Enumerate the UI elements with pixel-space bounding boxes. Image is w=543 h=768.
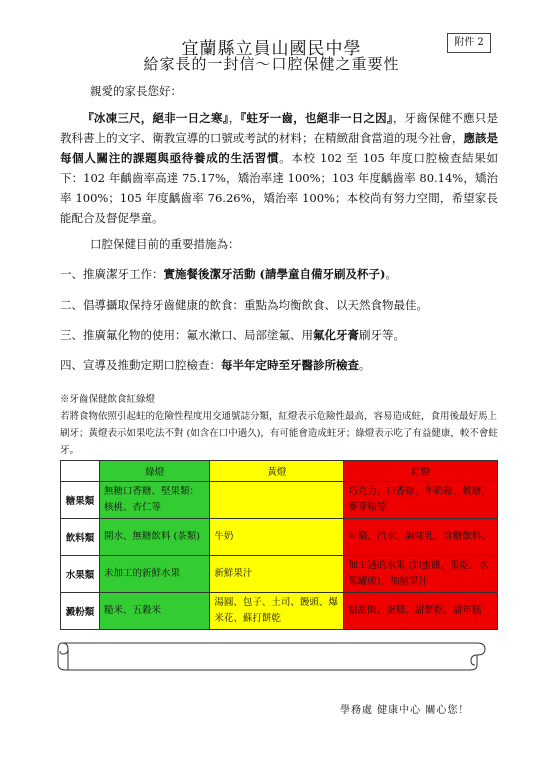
measure-4-suffix: 。 [359,358,371,372]
scroll-banner-graphic [52,637,492,673]
header-red: 紅燈 [344,461,498,482]
measure-item-4 [60,357,371,373]
green-cell: 未加工的新鮮水果 [100,556,210,593]
measure-3-prefix: 三、推廣氟化物的使用：氟水漱口、局部塗氟、用 [60,328,313,342]
measure-item-2 [60,297,428,313]
green-cell: 開水、無糖飲料 (茶類) [100,519,210,556]
measure-1-bold: 實施餐後潔牙活動 (請學童自備牙刷及杯子) [163,267,386,281]
header-blank [61,461,100,482]
red-cell: 甜甜圈、蛋糕、甜餅乾、甜年糕 [344,593,498,630]
yellow-cell: 湯圓、包子、土司、饅頭、爆米花、蘇打餅乾 [210,593,344,630]
row-label: 糖果類 [61,482,100,519]
intro-emphasis: 應該是每個人關注的課題與亟待養成的生活習慣 [60,131,499,165]
measure-4-prefix: 四、宣導及推動定期口腔檢查： [60,358,221,372]
measure-4-bold: 每半年定時至牙醫診所檢查 [221,358,359,372]
table-row [61,556,498,593]
header-green: 綠燈 [100,461,210,482]
table-header-row [61,461,498,482]
measure-3-bold: 氟化牙膏 [313,328,359,342]
intro-text-2: 。本校 102 至 105 年度口腔檢查結果如下：102 年齲齒率高達 75.17%，矯治率達 100%；103 年度齲齒率 80.14%，矯治率 100%；105 年度齲齒率 76.26%，矯治率 100%；本校尚有努力空間，希望家長能配合及督促學童。 [60,151,499,225]
table-row [61,519,498,556]
intro-quote-2: 『蛀牙一齒，也絕非一日之因』 [240,111,393,125]
yellow-cell: 牛奶 [210,519,344,556]
footer-signature: 學務處 健康中心 關心您！ [340,705,470,716]
header-yellow: 黃燈 [210,461,344,482]
yellow-cell [210,482,344,519]
table-row [61,593,498,630]
green-cell: 糙米、五穀米 [100,593,210,630]
intro-quote-1: 『冰凍三尺，絕非一日之寒』 [82,111,229,125]
row-label: 水果類 [61,556,100,593]
green-cell: 無糖口香糖、堅果類：核桃、杏仁等 [100,482,210,519]
red-cell: 可樂、汽水、調味乳、含糖飲料。 [344,519,498,556]
measure-3-suffix: 刷牙等。 [359,328,405,342]
measure-2-prefix: 二、倡導攝取保持牙齒健康的飲食：重點為均衡飲食、以天然食物最佳。 [60,298,428,312]
table-row [61,482,498,519]
intro-text-1: ，牙齒保健不應只是教科書上的文字、衛教宣導的口號或考試的材料；在精緻甜食當道的現今社會， [60,111,499,145]
measure-1-suffix: 。 [385,267,397,281]
row-label: 澱粉類 [61,593,100,630]
note-title: ※牙齒保健飲食紅綠燈 [60,394,156,405]
measures-intro: 口腔保健目前的重要措施為： [90,237,240,251]
red-cell: 巧克力、口香糖、牛奶糖、軟糖、麥芽糖等 [344,482,498,519]
measure-item-1 [60,266,397,282]
letter-subtitle: 給家長的一封信～口腔保健之重要性 [143,55,400,73]
school-title: 宜蘭縣立員山國民中學 [181,39,362,59]
note-text: 若將食物依照引起蛀的危險性程度用交通號誌分類，紅燈表示危險性最高，容易造成蛀，食用後最好馬上刷牙；黃燈表示如果吃法不對 (如含在口中過久)，有可能會造成蛀牙；綠燈表示吃了有益健康，較不會蛀牙。 [60,411,498,456]
yellow-cell: 新鮮果汁 [210,556,344,593]
row-label: 飲料類 [61,519,100,556]
measure-1-prefix: 一、推廣潔牙工作： [60,267,164,281]
measure-item-3 [60,327,405,343]
intro-paragraph [60,108,498,228]
intro-comma: ， [228,111,241,125]
red-cell: 加工過的水果 (如蜜餞、果乾、水果罐頭)、加糖果汁 [344,556,498,593]
greeting: 親愛的家長您好： [90,84,182,98]
food-traffic-light-table [60,460,498,630]
attachment-label: 附件 2 [447,33,491,53]
